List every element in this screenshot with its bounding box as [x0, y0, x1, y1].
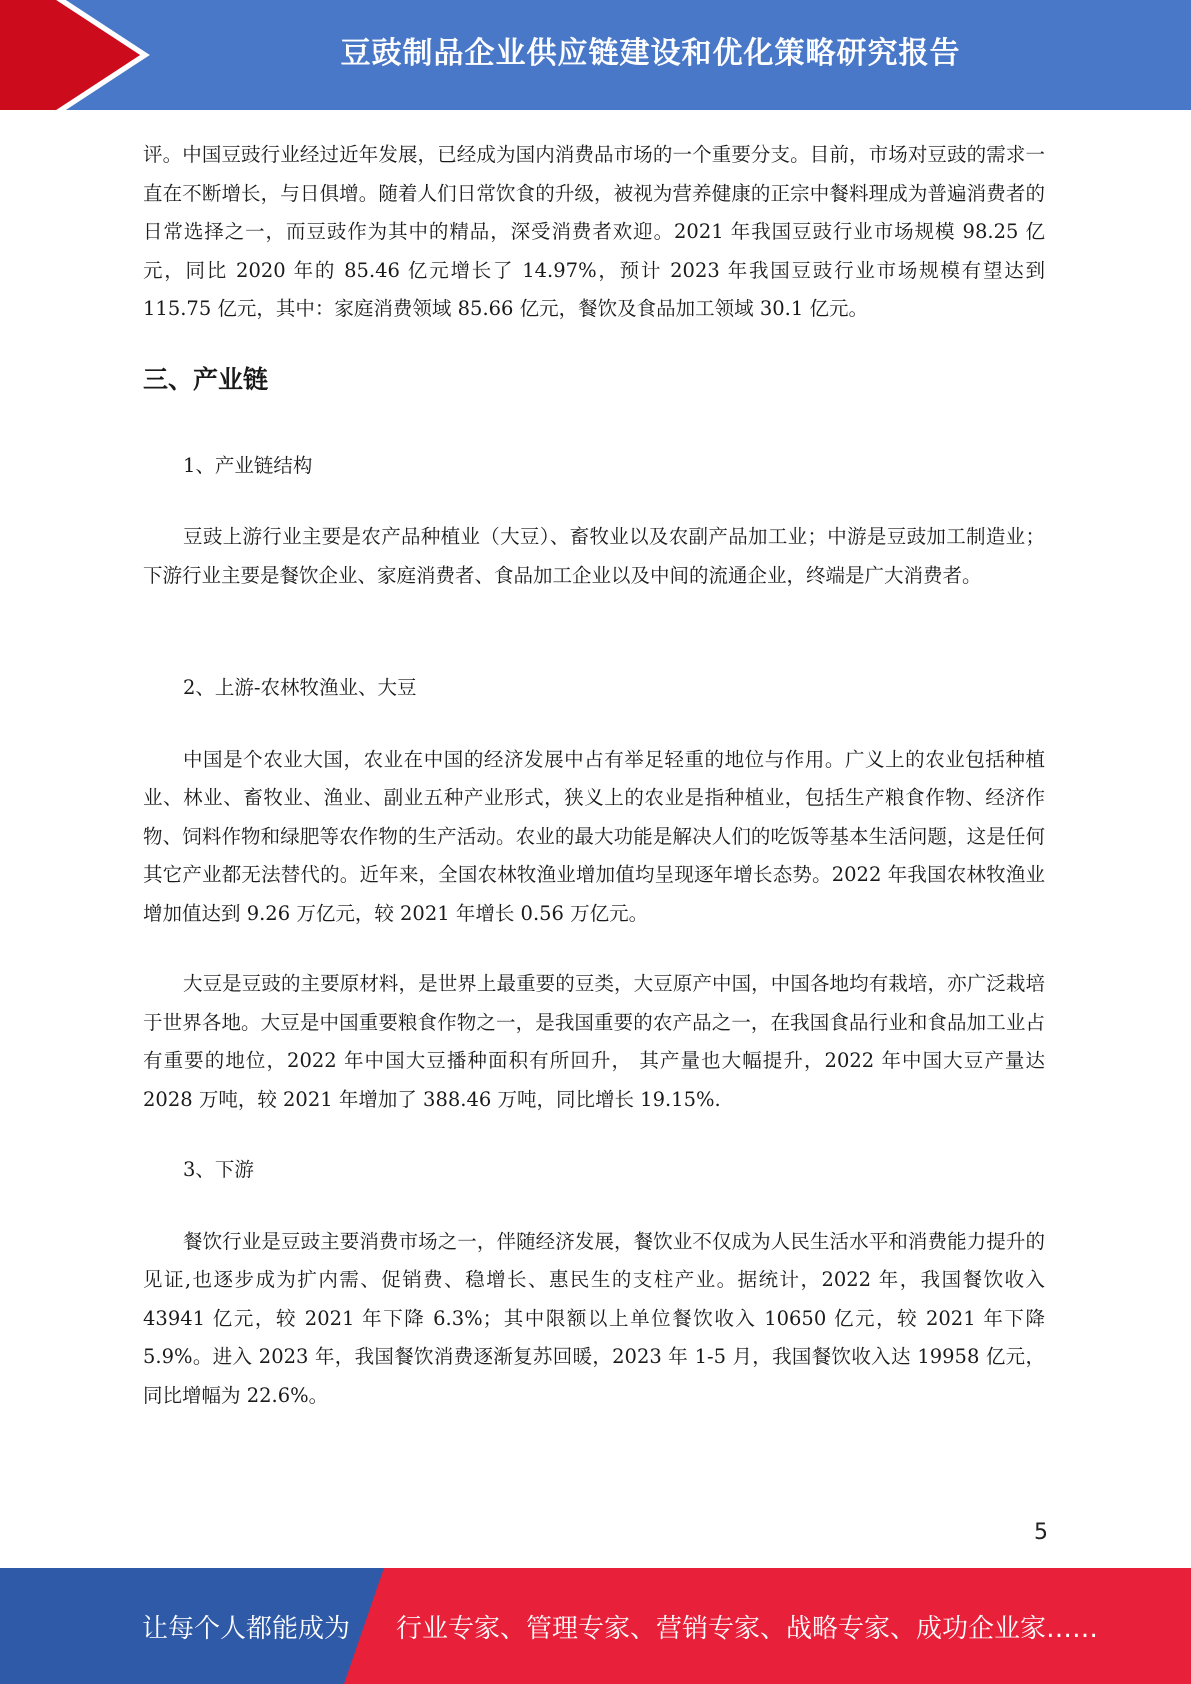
subsection-paragraph-3: 餐饮行业是豆豉主要消费市场之一，伴随经济发展，餐饮业不仅成为人民生活水平和消费能力提升的见证,也逐步成为扩内需、促销费、稳增长、惠民生的支柱产业。据统计，2022 年，我国餐饮收入 43941 亿元，较 2021 年下降 6.3%；其中限额以上单位餐饮收入 10650 亿元，较 2021 年下降 5.9%。进入 2023 年，我国餐饮消费逐渐复苏回暖，2023 年 1-5 月，我国餐饮收入达 19958 亿元，同比增幅为 22.6%。: [143, 1229, 1045, 1407]
page-footer: [0, 1568, 1191, 1684]
header-arrow-decoration: [0, 0, 160, 110]
section-heading: 三、产业链: [143, 364, 269, 394]
page-header: [0, 0, 1191, 110]
subsection-paragraph-1: 豆豉上游行业主要是农产品种植业（大豆）、畜牧业以及农副产品加工业；中游是豆豉加工制造业；下游行业主要是餐饮企业、家庭消费者、食品加工企业以及中间的流通企业，终端是广大消费者。: [143, 525, 1045, 587]
page-number: 5: [1034, 1520, 1048, 1545]
document-body: [143, 136, 1045, 1415]
intro-paragraph: 评。中国豆豉行业经过近年发展，已经成为国内消费品市场的一个重要分支。目前，市场对豆豉的需求一直在不断增长，与日俱增。随着人们日常饮食的升级，被视为营养健康的正宗中餐料理成为普遍消费者的日常选择之一，而豆豉作为其中的精品，深受消费者欢迎。2021 年我国豆豉行业市场规模 98.25 亿元，同比 2020 年的 85.46 亿元增长了 14.97%，预计 2023 年我国豆豉行业市场规模有望达到 115.75 亿元，其中：家庭消费领域 85.66 亿元，餐饮及食品加工领域 30.1 亿元。: [143, 143, 1045, 320]
subsection-heading-1: 1、产业链结构: [183, 453, 313, 477]
footer-slogan-left: 让每个人都能成为: [142, 1613, 351, 1644]
subsection-paragraph-2a: 中国是个农业大国，农业在中国的经济发展中占有举足轻重的地位与作用。广义上的农业包括种植业、林业、畜牧业、渔业、副业五种产业形式，狭义上的农业是指种植业，包括生产粮食作物、经济作物、饲料作物和绿肥等农作物的生产活动。农业的最大功能是解决人们的吃饭等基本生活问题，这是任何其它产业都无法替代的。近年来，全国农林牧渔业增加值均呈现逐年增长态势。2022 年我国农林牧渔业增加值达到 9.26 万亿元，较 2021 年增长 0.56 万亿元。: [143, 747, 1045, 925]
subsection-heading-3: 3、下游: [183, 1158, 254, 1181]
footer-slogan-right: 行业专家、管理专家、营销专家、战略专家、成功企业家……: [396, 1613, 1099, 1644]
subsection-heading-2: 2、上游-农林牧渔业、大豆: [183, 676, 417, 699]
report-title: 豆豉制品企业供应链建设和优化策略研究报告: [340, 36, 961, 71]
subsection-paragraph-2b: 大豆是豆豉的主要原材料，是世界上最重要的豆类，大豆原产中国，中国各地均有栽培，亦广泛栽培于世界各地。大豆是中国重要粮食作物之一，是我国重要的农产品之一，在我国食品行业和食品加工业占有重要的地位，2022 年中国大豆播种面积有所回升， 其产量也大幅提升，2022 年中国大豆产量达 2028 万吨，较 2021 年增加了 388.46 万吨，同比增长 19.15%.: [143, 972, 1045, 1111]
